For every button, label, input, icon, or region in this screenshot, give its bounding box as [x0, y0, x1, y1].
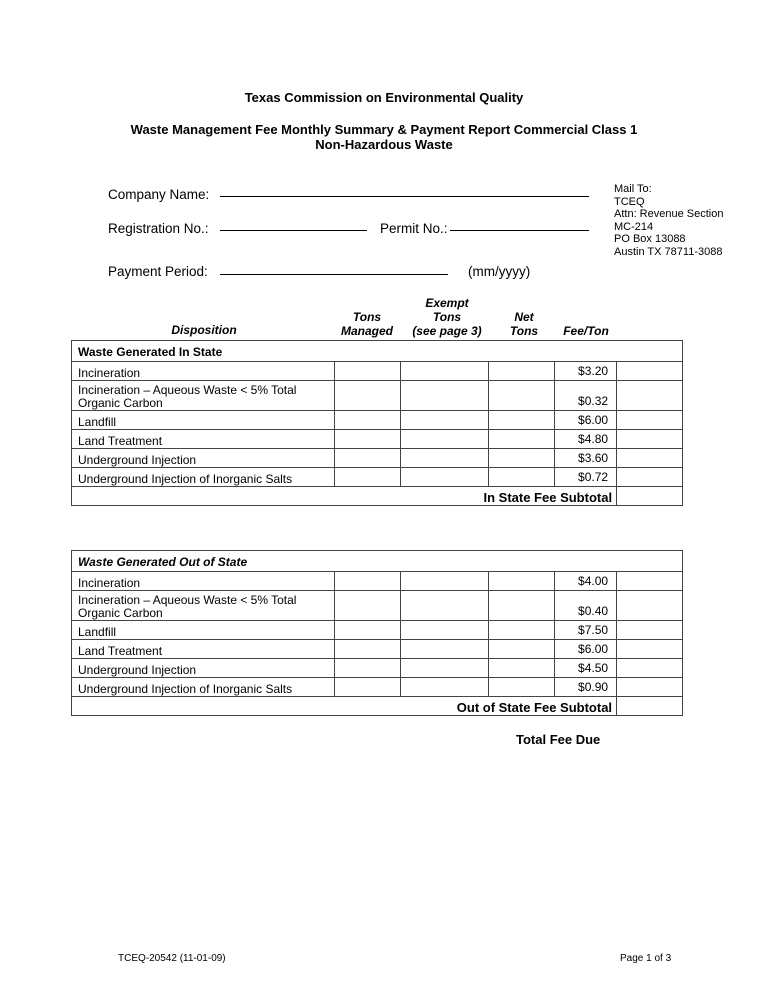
permit-no-label: Permit No.:: [380, 221, 448, 236]
header-text: Tons: [509, 324, 539, 338]
fee-per-ton: $4.50: [555, 659, 617, 678]
payment-period-field[interactable]: [220, 274, 448, 275]
mail-to-line: Austin TX 78711-3088: [614, 245, 723, 258]
tons-managed-cell[interactable]: [334, 572, 401, 591]
tons-managed-cell[interactable]: [334, 430, 401, 449]
tons-managed-cell[interactable]: [334, 640, 401, 659]
mail-to-address: [614, 183, 723, 259]
mail-to-line: MC-214: [614, 220, 654, 233]
exempt-tons-cell[interactable]: [401, 640, 489, 659]
net-tons-cell[interactable]: [489, 621, 555, 640]
header-exempt-tons: [400, 296, 494, 338]
out-state-subtotal-label: [72, 697, 617, 716]
fee-per-ton: $0.72: [555, 468, 617, 487]
tons-managed-cell[interactable]: [334, 468, 401, 487]
table-row: [72, 591, 683, 621]
tons-managed-cell[interactable]: [334, 678, 401, 697]
in-state-table: [71, 340, 683, 506]
mail-to-line: TCEQ: [614, 195, 645, 208]
table-row: [72, 411, 683, 430]
fee-per-ton: $3.60: [555, 449, 617, 468]
header-disposition: Disposition: [171, 323, 237, 337]
table-row: [72, 381, 683, 411]
fee-per-ton: $6.00: [555, 411, 617, 430]
payment-period-label: Payment Period:: [108, 264, 208, 279]
exempt-tons-cell[interactable]: [401, 362, 489, 381]
fee-amount-cell[interactable]: [617, 640, 683, 659]
fee-per-ton: $0.40: [555, 591, 617, 621]
fee-amount-cell[interactable]: [617, 468, 683, 487]
exempt-tons-cell[interactable]: [401, 468, 489, 487]
tons-managed-cell[interactable]: [334, 591, 401, 621]
header-net-tons: [494, 310, 554, 338]
fee-per-ton: $6.00: [555, 640, 617, 659]
row-label: Underground Injection of Inorganic Salts: [72, 678, 335, 697]
header-text: Tons: [432, 310, 462, 324]
row-label: Land Treatment: [72, 640, 335, 659]
out-state-heading: Waste Generated Out of State: [72, 551, 683, 572]
exempt-tons-cell[interactable]: [401, 659, 489, 678]
total-fee-due-label: Total Fee Due: [516, 732, 601, 747]
table-row: [72, 362, 683, 381]
table-row: [72, 678, 683, 697]
row-label: [72, 381, 335, 411]
table-row: [72, 659, 683, 678]
row-label: Underground Injection: [72, 449, 335, 468]
tons-managed-cell[interactable]: [334, 621, 401, 640]
company-name-field[interactable]: [220, 196, 589, 197]
form-id: TCEQ-20542 (11-01-09): [118, 953, 226, 964]
header-text: Tons: [352, 310, 382, 324]
mail-to-line: PO Box 13088: [614, 233, 686, 246]
page-number: Page 1 of 3: [620, 953, 672, 964]
header-text: (see page 3): [412, 324, 482, 338]
mail-to-line: Mail To:: [614, 183, 652, 195]
row-label-line: Organic Carbon: [78, 606, 163, 620]
exempt-tons-cell[interactable]: [401, 678, 489, 697]
row-label-line: Incineration – Aqueous Waste < 5% Total: [78, 383, 297, 397]
document-subtitle-line2: Non-Hazardous Waste: [315, 137, 453, 152]
subtotal-row: [72, 487, 683, 506]
fee-amount-cell[interactable]: [617, 430, 683, 449]
net-tons-cell[interactable]: [489, 468, 555, 487]
fee-amount-cell[interactable]: [617, 591, 683, 621]
header-text: Net: [514, 310, 534, 324]
permit-no-field[interactable]: [450, 230, 589, 231]
row-label: Landfill: [72, 411, 335, 430]
mail-to-line: Attn: Revenue Section: [614, 208, 724, 221]
fee-amount-cell[interactable]: [617, 411, 683, 430]
row-label: Underground Injection of Inorganic Salts: [72, 468, 335, 487]
row-label-line: Organic Carbon: [78, 396, 163, 410]
subtotal-text: Out of State Fee Subtotal: [456, 700, 613, 715]
table-row: [72, 621, 683, 640]
table-row: [72, 572, 683, 591]
net-tons-cell[interactable]: [489, 411, 555, 430]
table-row: [72, 430, 683, 449]
exempt-tons-cell[interactable]: [401, 411, 489, 430]
out-state-subtotal-cell[interactable]: [617, 697, 683, 716]
fee-per-ton: $4.80: [555, 430, 617, 449]
row-label: Incineration: [72, 362, 335, 381]
exempt-tons-cell[interactable]: [401, 449, 489, 468]
tons-managed-cell[interactable]: [334, 449, 401, 468]
fee-amount-cell[interactable]: [617, 449, 683, 468]
fee-per-ton: $4.00: [555, 572, 617, 591]
document-subtitle-line1: Waste Management Fee Monthly Summary & Payment Report Commercial Class 1: [130, 122, 638, 137]
fee-amount-cell[interactable]: [617, 678, 683, 697]
header-fee-ton: Fee/Ton: [563, 324, 609, 338]
document-title: Texas Commission on Environmental Quality: [244, 90, 524, 105]
exempt-tons-cell[interactable]: [401, 381, 489, 411]
net-tons-cell[interactable]: [489, 591, 555, 621]
row-label: Landfill: [72, 621, 335, 640]
row-label-line: Incineration – Aqueous Waste < 5% Total: [78, 593, 297, 607]
header-text: Exempt: [425, 296, 469, 310]
exempt-tons-cell[interactable]: [401, 591, 489, 621]
fee-per-ton: $3.20: [555, 362, 617, 381]
fee-amount-cell[interactable]: [617, 381, 683, 411]
net-tons-cell[interactable]: [489, 449, 555, 468]
exempt-tons-cell[interactable]: [401, 430, 489, 449]
registration-no-field[interactable]: [220, 230, 367, 231]
net-tons-cell[interactable]: [489, 678, 555, 697]
tons-managed-cell[interactable]: [334, 411, 401, 430]
fee-per-ton: $0.32: [555, 381, 617, 411]
row-label: Underground Injection: [72, 659, 335, 678]
table-row: [72, 640, 683, 659]
header-text: Managed: [340, 324, 393, 338]
subtotal-row: [72, 697, 683, 716]
exempt-tons-cell[interactable]: [401, 572, 489, 591]
net-tons-cell[interactable]: [489, 659, 555, 678]
header-tons-managed: [334, 310, 400, 338]
net-tons-cell[interactable]: [489, 381, 555, 411]
tons-managed-cell[interactable]: [334, 362, 401, 381]
table-row: [72, 449, 683, 468]
exempt-tons-cell[interactable]: [401, 621, 489, 640]
fee-amount-cell[interactable]: [617, 659, 683, 678]
registration-no-label: Registration No.:: [108, 221, 209, 236]
row-label: [72, 591, 335, 621]
fee-per-ton: $0.90: [555, 678, 617, 697]
fee-amount-cell[interactable]: [617, 572, 683, 591]
tons-managed-cell[interactable]: [334, 659, 401, 678]
fee-amount-cell[interactable]: [617, 362, 683, 381]
net-tons-cell[interactable]: [489, 362, 555, 381]
fee-amount-cell[interactable]: [617, 621, 683, 640]
out-state-table: [71, 550, 683, 716]
table-row: [72, 468, 683, 487]
in-state-heading: Waste Generated In State: [72, 341, 683, 362]
net-tons-cell[interactable]: [489, 640, 555, 659]
in-state-subtotal-cell[interactable]: [617, 487, 683, 506]
tons-managed-cell[interactable]: [334, 381, 401, 411]
company-name-label: Company Name:: [108, 187, 210, 202]
row-label: Land Treatment: [72, 430, 335, 449]
fee-per-ton: $7.50: [555, 621, 617, 640]
net-tons-cell[interactable]: [489, 430, 555, 449]
net-tons-cell[interactable]: [489, 572, 555, 591]
date-format-hint: (mm/yyyy): [468, 264, 531, 279]
subtotal-text: In State Fee Subtotal: [483, 490, 613, 505]
row-label: Incineration: [72, 572, 335, 591]
in-state-subtotal-label: [72, 487, 617, 506]
